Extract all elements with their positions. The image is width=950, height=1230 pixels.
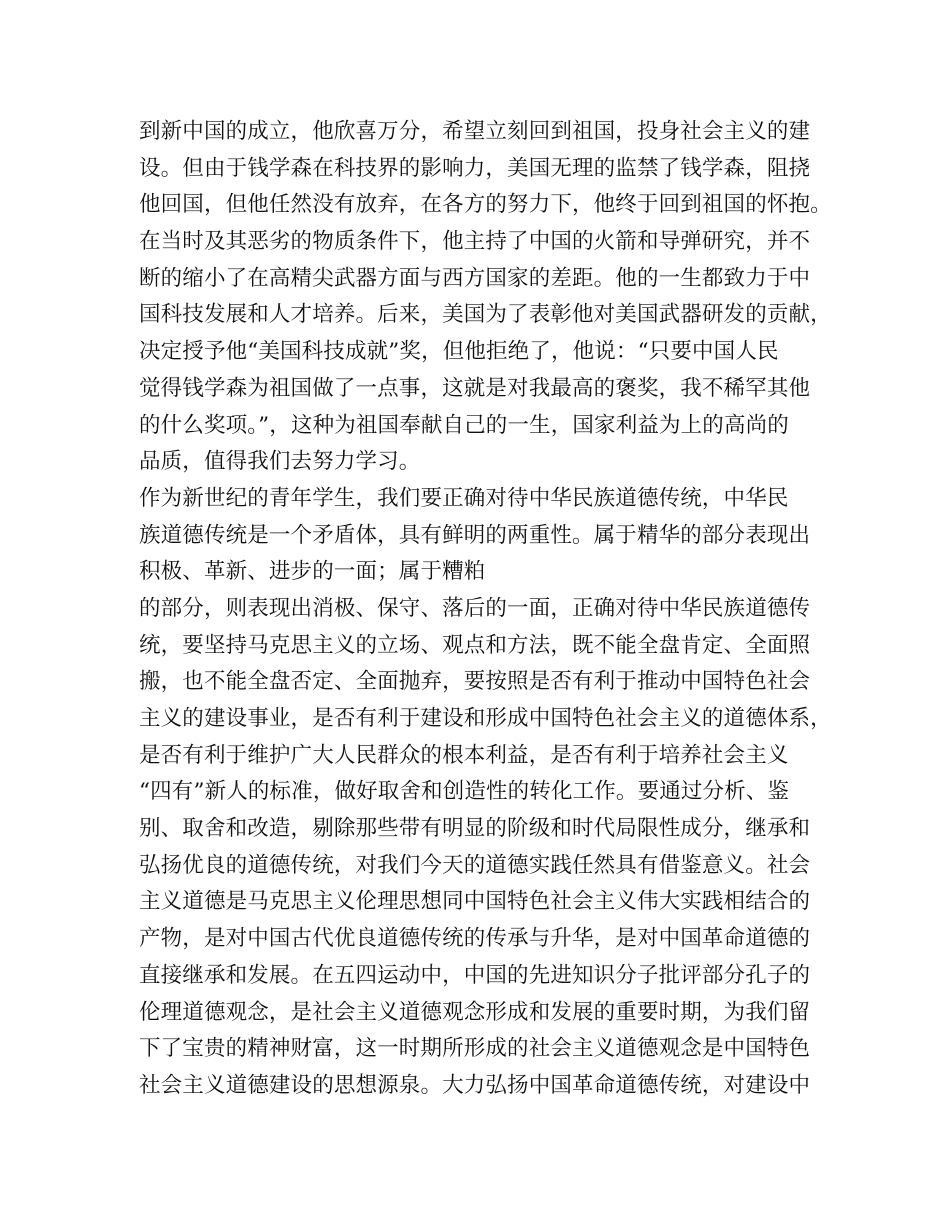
text-line: 统，要坚持马克思主义的立场、观点和方法，既不能全盘肯定、全面照 [139,632,811,658]
text-line: 断的缩小了在高精尖武器方面与西方国家的差距。他的一生都致力于中 [139,265,811,291]
text-line: 产物，是对中国古代优良道德传统的传承与升华，是对中国革命道德的 [139,926,811,952]
text-line: 社会主义道德建设的思想源泉。大力弘扬中国革命道德传统，对建设中 [139,1072,811,1098]
text-line: 的什么奖项。”，这种为祖国奉献自己的一生，国家利益为上的高尚的 [139,412,789,438]
text-line: 在当时及其恶劣的物质条件下，他主持了中国的火箭和导弹研究，并不 [139,229,811,255]
text-line: 设。但由于钱学森在科技界的影响力，美国无理的监禁了钱学森，阻挠 [139,155,811,181]
text-line: 品质，值得我们去努力学习。 [139,449,421,475]
text-line: 国科技发展和人才培养。后来，美国为了表彰他对美国武器研发的贡献， [139,302,832,328]
text-line: 到新中国的成立，他欣喜万分，希望立刻回到祖国，投身社会主义的建 [139,119,811,144]
text-line: 下了宝贵的精神财富，这一时期所形成的社会主义道德观念是中国特色 [139,1036,811,1062]
text-line: “四有”新人的标准，做好取舍和创造性的转化工作。要通过分析、鉴 [139,779,790,805]
text-line: 主义的建设事业，是否有利于建设和形成中国特色社会主义的道德体系， [139,706,832,731]
text-line: 是否有利于维护广大人民群众的根本利益，是否有利于培养社会主义 [139,742,789,768]
text-line: 弘扬优良的道德传统，对我们今天的道德实践任然具有借鉴意义。社会 [139,852,811,878]
text-line: 作为新世纪的青年学生，我们要正确对待中华民族道德传统，中华民 [139,485,789,511]
text-line: 他回国，但他任然没有放弃，在各方的努力下，他终于回到祖国的怀抱。 [139,192,832,218]
text-line: 直接继承和发展。在五四运动中，中国的先进知识分子批评部分孔子的 [139,962,811,988]
text-line: 的部分，则表现出消极、保守、落后的一面，正确对待中华民族道德传 [139,595,811,621]
body-text [139,114,839,1105]
text-line: 觉得钱学森为祖国做了一点事，这就是对我最高的褒奖，我不稀罕其他 [139,375,811,401]
text-line: 搬，也不能全盘否定、全面抛弃，要按照是否有利于推动中国特色社会 [139,669,811,695]
text-line: 决定授予他“美国科技成就”奖，但他拒绝了，他说：“只要中国人民 [139,339,779,365]
text-line: 族道德传统是一个矛盾体，具有鲜明的两重性。属于精华的部分表现出 [139,522,811,548]
text-line: 伦理道德观念，是社会主义道德观念形成和发展的重要时期，为我们留 [139,999,811,1025]
text-line: 主义道德是马克思主义伦理思想同中国特色社会主义伟大实践相结合的 [139,889,811,915]
text-line: 别、取舍和改造，剔除那些带有明显的阶级和时代局限性成分，继承和 [139,816,811,842]
text-line: 积极、革新、进步的一面；属于糟粕 [139,559,486,585]
